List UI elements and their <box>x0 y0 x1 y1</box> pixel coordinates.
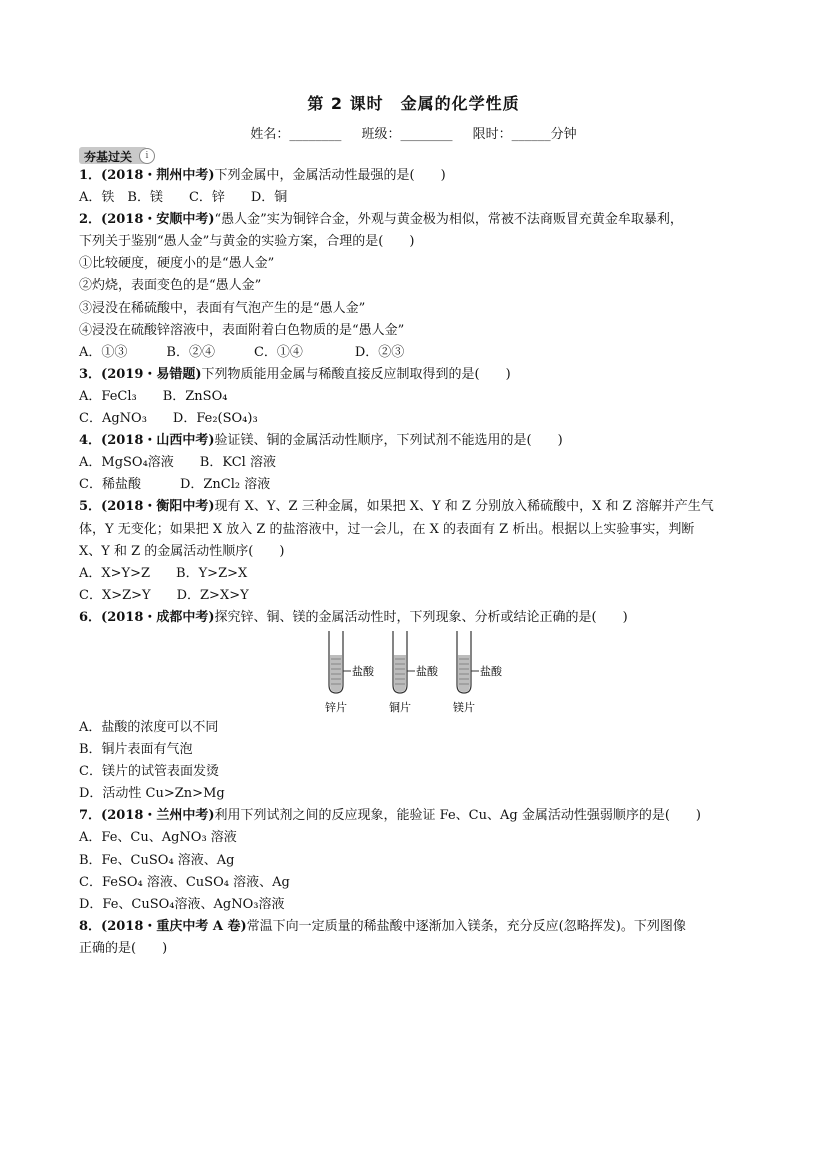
question-line <box>79 275 769 297</box>
question-text: 验证镁、铜的金属活动性顺序，下列试剂不能选用的是( ) <box>214 433 563 449</box>
test-tube-figure <box>79 629 769 717</box>
question-line <box>79 364 769 386</box>
answer-option: C．FeSO₄ 溶液、CuSO₄ 溶液、Ag <box>79 874 290 890</box>
question-line <box>79 916 769 938</box>
class-field: 班级：________ <box>361 127 453 142</box>
question-text: 体，Y 无变化；如果把 X 放入 Z 的盐溶液中，过一会儿，在 X 的表面有 Z 析出。根据以上实验事实，判断 <box>79 521 695 537</box>
question-number: 8．(2018・重庆中考 A 卷) <box>79 918 247 934</box>
question-text: ④浸没在硫酸锌溶液中，表面附着白色物质的是“愚人金” <box>79 322 405 338</box>
question-line <box>79 165 769 187</box>
question-number: 7．(2018・兰州中考) <box>79 808 215 824</box>
acid-label: 盐酸 <box>480 664 502 678</box>
metal-label: 锌片 <box>325 700 347 714</box>
question-text: ①比较硬度，硬度小的是“愚人金” <box>79 256 275 272</box>
question-number: 1．(2018・荆州中考) <box>79 168 215 183</box>
section-badge <box>79 147 157 164</box>
answer-option: A．MgSO₄溶液 B．KCl 溶液 <box>79 455 276 471</box>
question-item <box>79 607 769 805</box>
question-line <box>79 541 769 563</box>
question-item <box>79 805 769 915</box>
answer-option: D．活动性 Cu>Zn>Mg <box>79 786 225 802</box>
question-line <box>79 938 769 960</box>
question-line <box>79 253 769 275</box>
time-limit-field: 限时：______分钟 <box>472 127 577 142</box>
question-number: 2．(2018・安顺中考) <box>79 212 215 228</box>
question-text: 下列物质能用金属与稀酸直接反应制取得到的是( ) <box>201 366 511 382</box>
question-line <box>79 320 769 342</box>
page-title: 第 2 课时 金属的化学性质 <box>307 94 520 113</box>
question-text: X、Y 和 Z 的金属活动性顺序( ) <box>79 543 285 559</box>
answer-option: A．X>Y>Z B．Y>Z>X <box>79 565 248 581</box>
question-item <box>79 430 769 496</box>
student-info-row <box>0 123 827 142</box>
test-tube <box>325 631 375 714</box>
question-number: 5．(2018・衡阳中考) <box>79 499 215 515</box>
question-text: 下列关于鉴别“愚人金”与黄金的实验方案，合理的是( ) <box>79 234 415 250</box>
answer-option: A．Fe、Cu、AgNO₃ 溶液 <box>79 830 237 846</box>
metal-label: 镁片 <box>453 700 475 714</box>
answer-option: C．X>Z>Y D．Z>X>Y <box>79 587 249 603</box>
test-tubes-diagram <box>319 629 529 717</box>
acid-label: 盐酸 <box>352 664 374 678</box>
answer-option: B．铜片表面有气泡 <box>79 742 193 758</box>
question-line <box>79 231 769 253</box>
question-text: ②灼烧，表面变色的是“愚人金” <box>79 278 262 294</box>
name-field: 姓名：________ <box>250 127 342 142</box>
question-item <box>79 496 769 606</box>
question-line <box>79 805 769 827</box>
metal-label: 铜片 <box>389 700 411 714</box>
question-line <box>79 430 769 452</box>
answer-option: A．①③ B．②④ C．①④ D．②③ <box>79 344 405 360</box>
question-text: “愚人金”实为铜锌合金，外观与黄金极为相似，常被不法商贩冒充黄金牟取暴利， <box>214 212 683 228</box>
badge-circle-icon: i <box>139 148 155 164</box>
answer-option: C．稀盐酸 D．ZnCl₂ 溶液 <box>79 477 271 493</box>
question-item <box>79 364 769 430</box>
test-tube <box>453 631 503 714</box>
question-line <box>79 519 769 541</box>
badge-label: 夯基过关 <box>84 150 133 164</box>
question-item <box>79 165 769 209</box>
question-item <box>79 209 769 364</box>
question-text: 下列金属中，金属活动性最强的是( ) <box>214 168 446 183</box>
test-tube <box>389 631 439 714</box>
answer-option: A．盐酸的浓度可以不同 <box>79 719 219 735</box>
question-text: 正确的是( ) <box>79 940 168 956</box>
answer-option: A．FeCl₃ B．ZnSO₄ <box>79 388 228 404</box>
question-text: 常温下向一定质量的稀盐酸中逐渐加入镁条，充分反应(忽略挥发)。下列图像 <box>246 918 686 934</box>
question-text: 利用下列试剂之间的反应现象，能验证 Fe、Cu、Ag 金属活动性强弱顺序的是( ) <box>214 808 701 824</box>
question-list <box>79 165 769 960</box>
question-text: 探究锌、铜、镁的金属活动性时，下列现象、分析或结论正确的是( ) <box>214 609 628 625</box>
question-number: 6．(2018・成都中考) <box>79 609 215 625</box>
answer-option: C．镁片的试管表面发烫 <box>79 764 219 780</box>
answer-option: C．AgNO₃ D．Fe₂(SO₄)₃ <box>79 411 258 427</box>
question-line <box>79 496 769 518</box>
question-number: 3．(2019・易错题) <box>79 366 202 382</box>
answer-option: A．铁 B．镁 C．锌 D．铜 <box>79 190 288 206</box>
question-number: 4．(2018・山西中考) <box>79 433 215 449</box>
acid-label: 盐酸 <box>416 664 438 678</box>
question-line <box>79 298 769 320</box>
question-line <box>79 607 769 629</box>
question-item <box>79 916 769 960</box>
answer-option: B．Fe、CuSO₄ 溶液、Ag <box>79 852 235 868</box>
answer-option: D．Fe、CuSO₄溶液、AgNO₃溶液 <box>79 896 285 912</box>
question-line <box>79 209 769 231</box>
question-text: ③浸没在稀硫酸中，表面有气泡产生的是“愚人金” <box>79 300 366 316</box>
question-text: 现有 X、Y、Z 三种金属，如果把 X、Y 和 Z 分别放入稀硫酸中，X 和 Z 溶解并产生气 <box>214 499 714 515</box>
